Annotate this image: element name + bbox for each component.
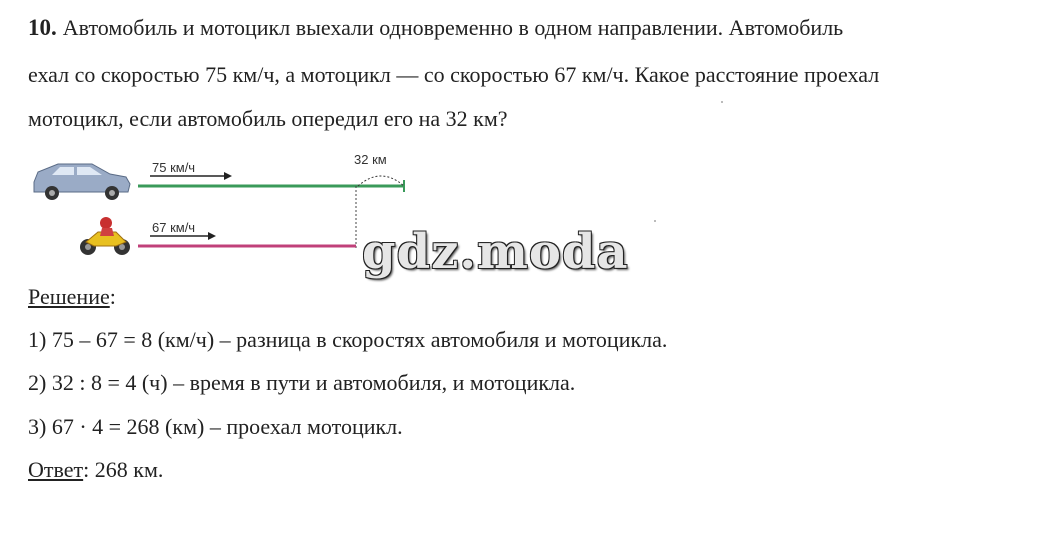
- answer-line: [28, 455, 163, 485]
- problem-text-1: Автомобиль и мотоцикл выехали одновременно в одном направлении. Автомобиль: [62, 15, 844, 40]
- solution-heading-text: Решение: [28, 284, 110, 309]
- problem-number: 10.: [28, 15, 57, 40]
- gap-label: 32 км: [354, 152, 387, 167]
- motorcycle-icon: [80, 217, 130, 255]
- solution-step-2: 2) 32 : 8 = 4 (ч) – время в пути и автомобиля, и мотоцикла.: [28, 370, 576, 395]
- car-icon: [34, 164, 130, 200]
- solution-step-3: 3) 67 · 4 = 268 (км) – проехал мотоцикл.: [28, 414, 403, 439]
- solution-heading: Решение:: [28, 284, 116, 309]
- problem-line-1: [28, 13, 843, 43]
- problem-line-3: мотоцикл, если автомобиль опередил его на 32 км?: [28, 106, 508, 131]
- motorcycle-speed-label: 67 км/ч: [152, 220, 196, 235]
- speck: [721, 101, 723, 103]
- car-speed-label: 75 км/ч: [152, 160, 196, 175]
- answer-label: Ответ: [28, 457, 84, 482]
- speck: [654, 220, 656, 222]
- problem-line-2: ехал со скоростью 75 км/ч, а мотоцикл — со скоростью 67 км/ч. Какое расстояние проехал: [28, 62, 880, 87]
- answer-value: : 268 км.: [83, 457, 164, 482]
- watermark: gdz.moda: [362, 224, 629, 280]
- solution-step-1: 1) 75 – 67 = 8 (км/ч) – разница в скоростях автомобиля и мотоцикла.: [28, 327, 668, 352]
